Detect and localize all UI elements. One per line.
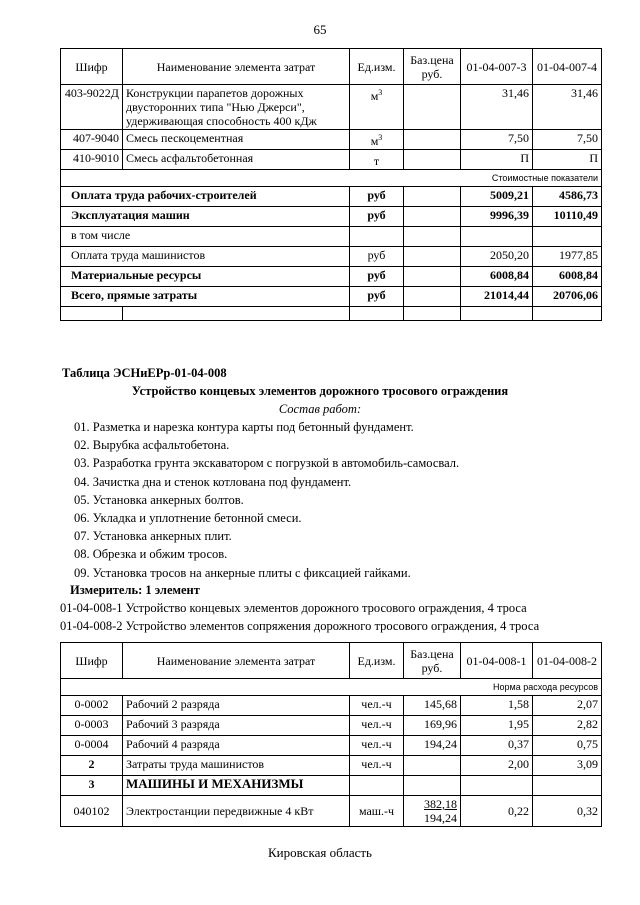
table-row (61, 696, 602, 716)
cell-name: Затраты труда машинистов (123, 756, 350, 776)
header-name: Наименование элемента затрат (123, 643, 350, 679)
cell-value-2: 0,32 (533, 796, 602, 827)
summary-row (61, 267, 602, 287)
cell-unit: чел.-ч (350, 756, 404, 776)
cell-name: Смесь пескоцементная (123, 130, 350, 150)
empty-cell (123, 307, 350, 321)
cell-value-1: 1,95 (461, 716, 533, 736)
cell-value-1: 7,50 (461, 130, 533, 150)
cost-table-007 (60, 48, 602, 321)
cell-value-2: 7,50 (533, 130, 602, 150)
cell-name: Конструкции парапетов дорожных двусторонних типа "Нью Джерси", удерживающая способность 400 кДж (123, 85, 350, 130)
cell-value-1: 0,22 (461, 796, 533, 827)
summary-row (61, 227, 602, 247)
unit-superscript: 3 (378, 88, 383, 97)
price-value-2: 194,24 (424, 811, 457, 825)
price-value: 145,68 (424, 697, 457, 711)
cell-name: Рабочий 4 разряда (123, 736, 350, 756)
works-label: Состав работ: (278, 402, 362, 416)
cell-value-1: 9996,39 (461, 207, 533, 227)
summary-row (61, 207, 602, 227)
cell-code: 040102 (61, 796, 123, 827)
cell-name: Электростанции передвижные 4 кВт (123, 796, 350, 827)
header-unit: Ед.изм. (350, 49, 404, 85)
header-base-price: Баз.цена руб. (404, 49, 461, 85)
cell-name: МАШИНЫ И МЕХАНИЗМЫ (123, 776, 350, 796)
unit-text: т (373, 154, 380, 168)
cell-name: Рабочий 3 разряда (123, 716, 350, 736)
cell-value-2: 20706,06 (533, 287, 602, 307)
footer-region: Кировская область (267, 845, 372, 860)
cell-code: 407-9040 (61, 130, 123, 150)
subheader-text: Стоимостные показатели (61, 170, 602, 187)
price-value: 194,24 (424, 737, 457, 751)
cell-name: Оплата труда рабочих-строителей (61, 187, 350, 207)
table-row (61, 776, 602, 796)
table-row (61, 716, 602, 736)
cell-value-2: 0,75 (533, 736, 602, 756)
cell-value-2: 6008,84 (533, 267, 602, 287)
cell-value-1 (461, 227, 533, 247)
cell-price (404, 187, 461, 207)
cell-name: Эксплуатация машин (61, 207, 350, 227)
cell-code: 0-0004 (61, 736, 123, 756)
cell-price (404, 776, 461, 796)
item-008-2: 01-04-008-2 Устройство элементов сопряжения дорожного тросового ограждения, 4 троса (60, 619, 540, 633)
cell-value-2 (533, 227, 602, 247)
work-item: 04. Зачистка дна и стенок котлована под фундамент. (74, 474, 352, 489)
cell-price (404, 85, 461, 130)
cell-name: Смесь асфальтобетонная (123, 150, 350, 170)
cell-unit: чел.-ч (350, 736, 404, 756)
cell-name: Рабочий 2 разряда (123, 696, 350, 716)
header-col-007-3: 01-04-007-3 (461, 49, 533, 85)
cell-unit: маш.-ч (350, 796, 404, 827)
page-number: 65 (313, 22, 327, 37)
work-item: 09. Установка тросов на анкерные плиты с фиксацией гайками. (74, 565, 411, 580)
cell-price (404, 696, 461, 716)
header-col-008-2: 01-04-008-2 (533, 643, 602, 679)
cell-value-2: 2,82 (533, 716, 602, 736)
cell-price (404, 716, 461, 736)
unit-superscript: 3 (378, 133, 383, 142)
work-item: 03. Разработка грунта экскаватором с погрузкой в автомобиль-самосвал. (74, 456, 460, 471)
cell-unit (350, 227, 404, 247)
work-item: 01. Разметка и нарезка контура карты под бетонный фундамент. (74, 420, 414, 434)
unit-text: м (370, 134, 379, 148)
cell-value-2: 3,09 (533, 756, 602, 776)
cell-unit (350, 776, 404, 796)
work-item: 05. Установка анкерных болтов. (74, 492, 244, 507)
summary-row (61, 187, 602, 207)
cell-price (404, 130, 461, 150)
meter-label: Измеритель: 1 элемент (70, 583, 200, 597)
cell-value-1: 21014,44 (461, 287, 533, 307)
table-label: Таблица ЭСНиЕРр-01-04-008 (62, 366, 227, 380)
header-col-007-4: 01-04-007-4 (533, 49, 602, 85)
header-code: Шифр (61, 49, 123, 85)
cell-value-2: 1977,85 (533, 247, 602, 267)
cell-value-1: 5009,21 (461, 187, 533, 207)
cell-name: в том числе (61, 227, 350, 247)
cell-value-2 (533, 776, 602, 796)
header-col-008-1: 01-04-008-1 (461, 643, 533, 679)
empty-cell (404, 307, 461, 321)
table-row (61, 756, 602, 776)
cell-code: 0-0003 (61, 716, 123, 736)
cell-unit (350, 150, 404, 170)
cell-value-1 (461, 776, 533, 796)
section-title: Устройство концевых элементов дорожного тросового ограждения (131, 384, 509, 398)
cell-value-1: 2050,20 (461, 247, 533, 267)
cell-value-1: П (461, 150, 533, 170)
header-unit: Ед.изм. (350, 643, 404, 679)
cell-price (404, 736, 461, 756)
table-row (61, 150, 602, 170)
empty-cell (61, 307, 123, 321)
cell-price (404, 287, 461, 307)
cell-unit: чел.-ч (350, 696, 404, 716)
cell-code: 0-0002 (61, 696, 123, 716)
cell-unit: руб (350, 267, 404, 287)
cell-value-1: 6008,84 (461, 267, 533, 287)
header-name: Наименование элемента затрат (123, 49, 350, 85)
cell-value-2: 4586,73 (533, 187, 602, 207)
cell-price (404, 756, 461, 776)
cell-code: 2 (61, 756, 123, 776)
empty-cell (350, 307, 404, 321)
cell-unit: руб (350, 287, 404, 307)
table-row (61, 85, 602, 130)
cell-value-1: 0,37 (461, 736, 533, 756)
cell-name: Оплата труда машинистов (61, 247, 350, 267)
cell-price (404, 796, 461, 827)
cell-value-1: 31,46 (461, 85, 533, 130)
cell-unit: чел.-ч (350, 716, 404, 736)
cell-unit: руб (350, 187, 404, 207)
cell-value-2: 31,46 (533, 85, 602, 130)
cell-price (404, 150, 461, 170)
cell-unit (350, 130, 404, 150)
cell-code: 403-9022Д (61, 85, 123, 130)
cell-name: Всего, прямые затраты (61, 287, 350, 307)
subheader-row (61, 679, 602, 696)
table-row (61, 736, 602, 756)
cell-unit: руб (350, 247, 404, 267)
table-row (61, 130, 602, 150)
table-end-row (61, 307, 602, 321)
work-item: 07. Установка анкерных плит. (74, 529, 232, 544)
header-base-price: Баз.цена руб. (404, 643, 461, 679)
subheader-text: Норма расхода ресурсов (61, 679, 602, 696)
cell-unit: руб (350, 207, 404, 227)
cell-value-1: 2,00 (461, 756, 533, 776)
summary-row (61, 247, 602, 267)
cell-name: Материальные ресурсы (61, 267, 350, 287)
cell-unit (350, 85, 404, 130)
empty-cell (533, 307, 602, 321)
cell-value-2: П (533, 150, 602, 170)
item-008-1: 01-04-008-1 Устройство концевых элементов дорожного тросового ограждения, 4 троса (60, 601, 527, 615)
cell-code: 410-9010 (61, 150, 123, 170)
cell-price (404, 207, 461, 227)
resource-table-008 (60, 642, 602, 827)
cell-code: 3 (61, 776, 123, 796)
cell-price (404, 247, 461, 267)
cell-value-2: 2,07 (533, 696, 602, 716)
price-value: 382,18 (424, 797, 457, 811)
cell-price (404, 267, 461, 287)
price-value: 169,96 (424, 717, 457, 731)
summary-row (61, 287, 602, 307)
cell-value-2: 10110,49 (533, 207, 602, 227)
table-row (61, 796, 602, 827)
unit-text: м (370, 89, 379, 103)
work-item: 08. Обрезка и обжим тросов. (74, 547, 228, 562)
cell-price (404, 227, 461, 247)
subheader-row (61, 170, 602, 187)
empty-cell (461, 307, 533, 321)
header-code: Шифр (61, 643, 123, 679)
work-item: 06. Укладка и уплотнение бетонной смеси. (74, 511, 302, 525)
work-item: 02. Вырубка асфальтобетона. (74, 438, 230, 453)
cell-value-1: 1,58 (461, 696, 533, 716)
